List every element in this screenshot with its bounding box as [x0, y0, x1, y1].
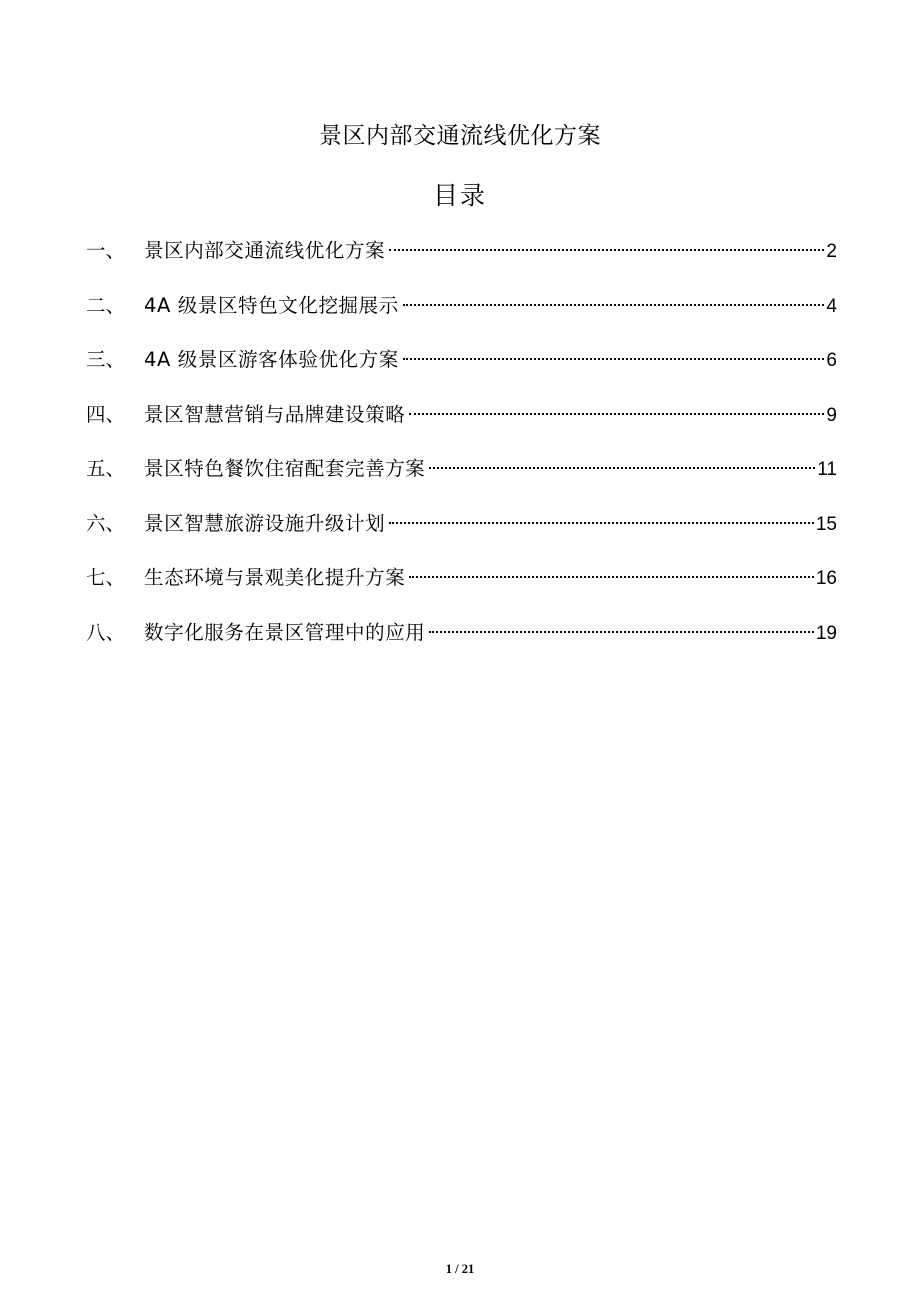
page-number-footer: 1 / 21 — [445, 1262, 475, 1276]
toc-entry-page: 9 — [826, 404, 837, 426]
toc-entry-title: 数字化服务在景区管理中的应用 — [144, 620, 426, 644]
toc-heading: 目录 — [432, 181, 487, 210]
toc-entry-title: 景区特色餐饮住宿配套完善方案 — [144, 457, 426, 480]
toc-entry-number: 二、 — [86, 293, 126, 317]
toc-entry-title: 景区智慧营销与品牌建设策略 — [144, 402, 406, 426]
toc-dot-leader — [389, 522, 814, 524]
toc-dot-leader — [429, 631, 813, 633]
toc-entry-page: 4 — [826, 295, 837, 317]
toc-entry-number: 五、 — [86, 457, 126, 480]
toc-entry[interactable] — [86, 557, 837, 612]
toc-dot-leader — [409, 576, 814, 578]
toc-entry-number: 八、 — [86, 620, 126, 644]
toc-dot-leader — [389, 249, 824, 251]
toc-entry[interactable] — [86, 285, 837, 340]
table-of-contents — [86, 230, 837, 666]
toc-entry[interactable] — [86, 230, 837, 285]
toc-entry-number: 四、 — [86, 402, 126, 426]
toc-entry[interactable] — [86, 394, 837, 449]
toc-entry[interactable] — [86, 503, 837, 558]
toc-entry[interactable] — [86, 612, 837, 667]
toc-entry-title: 景区内部交通流线优化方案 — [144, 239, 386, 262]
toc-entry-page: 2 — [826, 241, 837, 262]
toc-entry-title: 4A 级景区特色文化挖掘展示 — [144, 293, 399, 317]
toc-entry-page: 16 — [815, 568, 837, 589]
toc-entry-page: 11 — [817, 459, 837, 480]
document-title: 景区内部交通流线优化方案 — [319, 123, 601, 149]
toc-entry-number: 三、 — [86, 348, 126, 371]
toc-entry-number: 六、 — [86, 511, 126, 535]
toc-entry-title: 景区智慧旅游设施升级计划 — [144, 511, 386, 535]
toc-entry[interactable] — [86, 448, 837, 503]
toc-entry-title: 生态环境与景观美化提升方案 — [144, 566, 406, 589]
toc-dot-leader — [403, 358, 825, 360]
toc-dot-leader — [403, 304, 825, 306]
toc-entry-page: 15 — [815, 513, 837, 535]
toc-entry[interactable] — [86, 339, 837, 394]
toc-entry-number: 一、 — [86, 239, 126, 262]
toc-entry-title: 4A 级景区游客体验优化方案 — [144, 348, 399, 371]
toc-dot-leader — [429, 467, 815, 469]
toc-entry-number: 七、 — [86, 566, 126, 589]
toc-entry-page: 6 — [826, 350, 837, 371]
toc-entry-page: 19 — [815, 622, 837, 644]
toc-dot-leader — [409, 413, 824, 415]
